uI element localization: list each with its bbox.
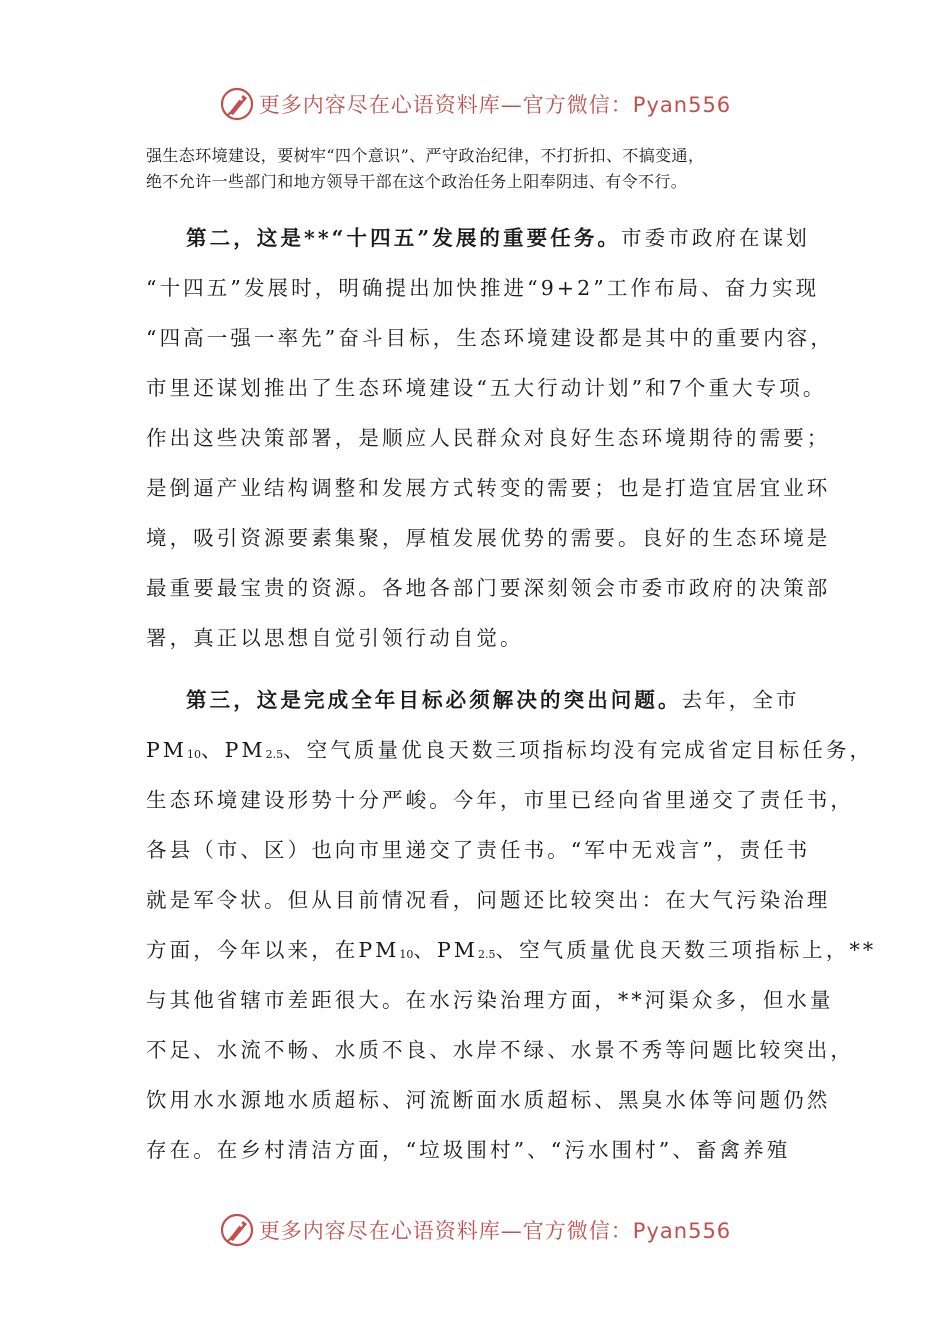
- paragraph-line: $PM_{10}$、$PM_{2.5}$、空气质量优良天数三项指标均没有完成省定目标任务，: [146, 738, 874, 762]
- paragraph-line: 方面，今年以来，在$PM_{10}$、$PM_{2.5}$、空气质量优良天数三项指标上，**: [146, 938, 877, 962]
- paragraph-line: 最重要最宝贵的资源。各地各部门要深刻领会市委市政府的决策部: [146, 576, 831, 600]
- pen-nib-seal-icon: [219, 86, 255, 122]
- paragraph-line: 不足、水流不畅、水质不良、水岸不绿、水景不秀等问题比较突出，: [146, 1038, 854, 1062]
- watermark-text: 更多内容尽在心语资料库—官方微信：Pyan556: [258, 93, 732, 117]
- paragraph-line: 绝不允许一些部门和地方领导干部在这个政治任务上阳奉阴违、有令不行。: [146, 172, 688, 191]
- paragraph-line: 各县（市、区）也向市里递交了责任书。“军中无戏言”，责任书: [146, 838, 811, 862]
- section-heading: 第三，这是完成全年目标必须解决的突出问题。: [186, 688, 682, 712]
- section-heading: 第二，这是**“十四五”发展的重要任务。: [186, 226, 622, 250]
- paragraph-line: 第三，这是完成全年目标必须解决的突出问题。去年，全市: [186, 688, 800, 712]
- paragraph-line: 是倒逼产业结构调整和发展方式转变的需要；也是打造宜居宜业环: [146, 476, 831, 500]
- paragraph-line: 存在。在乡村清洁方面，“垃圾围村”、“污水围村”、畜禽养殖: [146, 1138, 791, 1162]
- paragraph-line: 与其他省辖市差距很大。在水污染治理方面，**河渠众多，但水量: [146, 988, 834, 1012]
- paragraph-line: 就是军令状。但从目前情况看，问题还比较突出：在大气污染治理: [146, 888, 831, 912]
- paragraph-line: 生态环境建设形势十分严峻。今年，市里已经向省里递交了责任书，: [146, 788, 854, 812]
- paragraph-line: 境，吸引资源要素集聚，厚植发展优势的需要。良好的生态环境是: [146, 526, 831, 550]
- paragraph-line: 强生态环境建设，要树牢“四个意识”、严守政治纪律，不打折扣、不搞变通，: [146, 146, 705, 165]
- pen-nib-seal-icon: [219, 1212, 255, 1248]
- paragraph-line: “四高一强一率先”奋斗目标，生态环境建设都是其中的重要内容，: [146, 326, 834, 350]
- paragraph-line: 饮用水水源地水质超标、河流断面水质超标、黑臭水体等问题仍然: [146, 1088, 831, 1112]
- watermark-banner-top: [0, 84, 950, 124]
- paragraph-line: 第二，这是**“十四五”发展的重要任务。市委市政府在谋划: [186, 226, 810, 250]
- paragraph-line: 署，真正以思想自觉引领行动自觉。: [146, 626, 524, 650]
- paragraph-line: “十四五”发展时，明确提出加快推进“9+2”工作布局、奋力实现: [146, 276, 820, 300]
- paragraph-line: 市里还谋划推出了生态环境建设“五大行动计划”和7个重大专项。: [146, 376, 827, 400]
- paragraph-line: 作出这些决策部署，是顺应人民群众对良好生态环境期待的需要；: [146, 426, 831, 450]
- watermark-banner-bottom: [0, 1210, 950, 1250]
- watermark-text: 更多内容尽在心语资料库—官方微信：Pyan556: [258, 1219, 732, 1243]
